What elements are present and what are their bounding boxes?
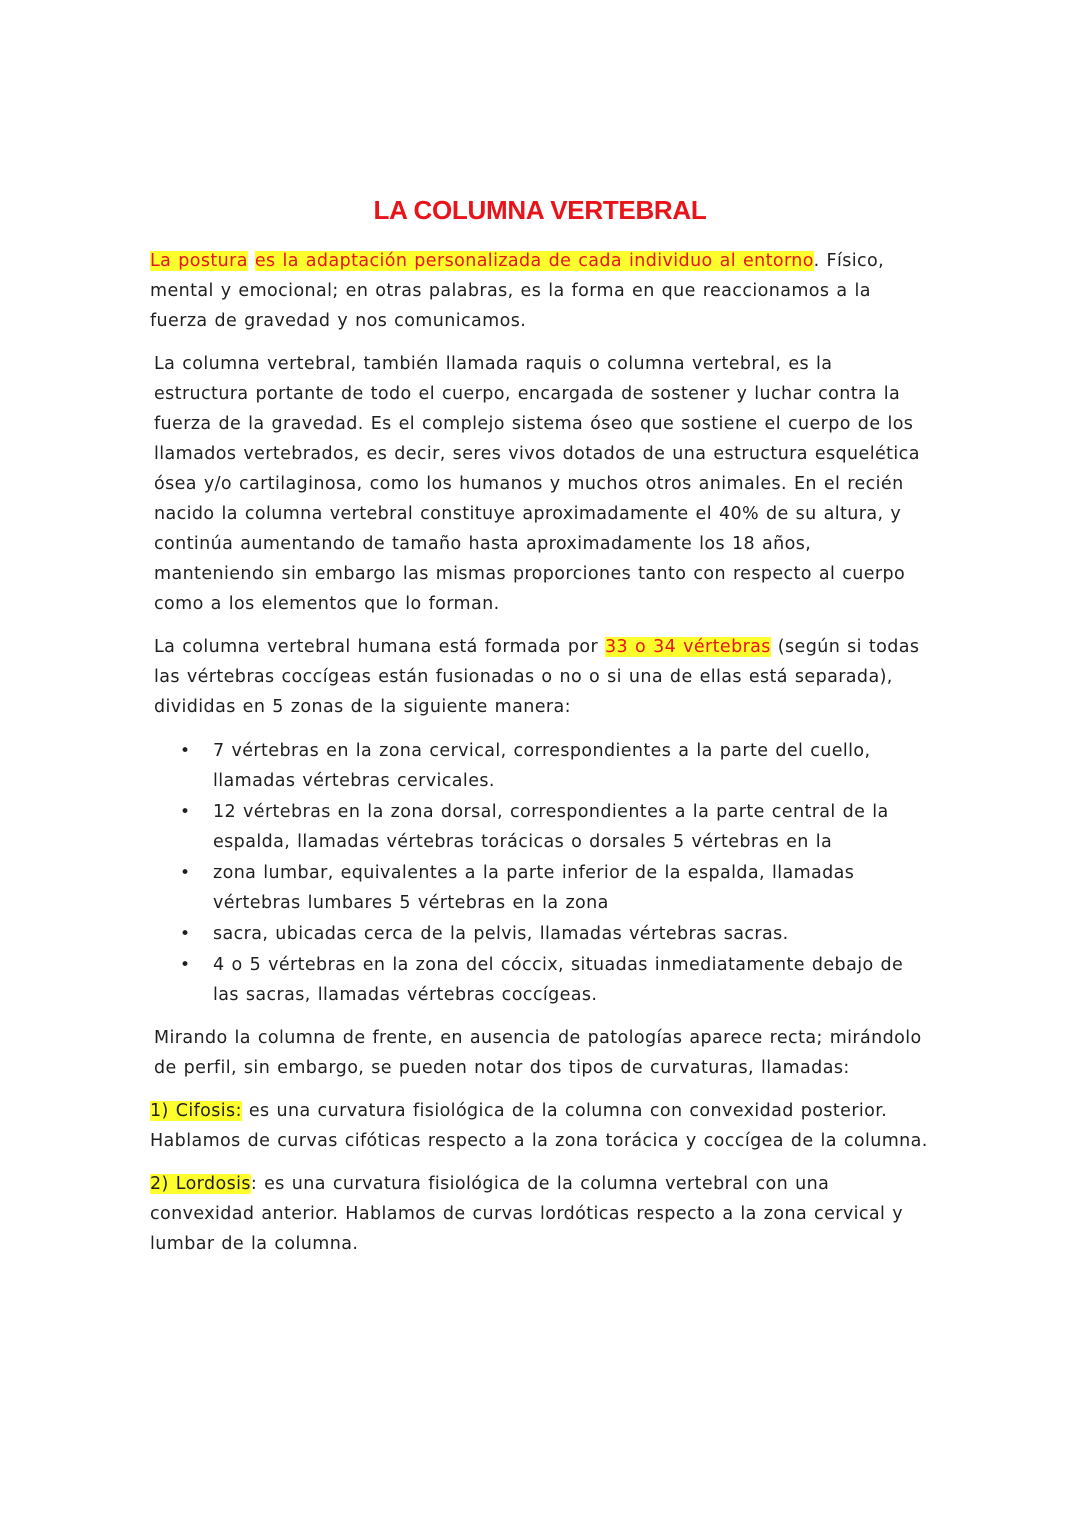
highlight-cifosis-label: 1) Cifosis: — [150, 1101, 242, 1121]
bullet-icon: • — [180, 955, 191, 975]
bullet-icon: • — [180, 924, 191, 944]
highlight-definition: es la adaptación personalizada de cada individuo al entorno — [254, 251, 814, 271]
vertebrae-zones-list — [150, 736, 930, 1010]
document-page — [150, 194, 930, 1272]
list-item — [150, 858, 930, 918]
bullet-icon: • — [180, 802, 191, 822]
list-item-text: 7 vértebras en la zona cervical, correspondientes a la parte del cuello, llamadas vértebras cervicales. — [213, 741, 871, 791]
paragraph-cifosis — [150, 1096, 930, 1156]
cifosis-text: es una curvatura fisiológica de la columna con convexidad posterior. Hablamos de curvas cifóticas respecto a la zona torácica y coccígea de la columna. — [150, 1101, 928, 1151]
intro-gap — [248, 251, 255, 271]
p3-after: (según si todas las vértebras coccígeas están fusionadas o no o si una de ellas está separada), divididas en 5 zonas de la siguiente manera: — [154, 637, 920, 717]
highlight-lordosis-label: 2) Lordosis — [150, 1174, 251, 1194]
document-title: LA COLUMNA VERTEBRAL — [373, 195, 707, 225]
p3-before: La columna vertebral humana está formada por — [154, 637, 605, 657]
list-item-text: zona lumbar, equivalentes a la parte inferior de la espalda, llamadas vértebras lumbares 5 vértebras en la zona — [213, 863, 855, 913]
intro-paragraph — [150, 246, 930, 336]
list-item-text: 12 vértebras en la zona dorsal, correspondientes a la parte central de la espalda, llamadas vértebras torácicas o dorsales 5 vértebras en la — [213, 802, 889, 852]
list-item — [150, 919, 930, 949]
list-item — [150, 950, 930, 1010]
highlight-la-postura: La postura — [150, 251, 248, 271]
list-item — [150, 736, 930, 796]
paragraph-columna-definition: La columna vertebral, también llamada raquis o columna vertebral, es la estructura portante de todo el cuerpo, encargada de sostener y luchar contra la fuerza de la gravedad. Es el complejo sistema óseo que sostiene el cuerpo de los llamados vertebrados, es decir, seres vivos dotados de una estructura esquelética ósea y/o cartilaginosa, como los humanos y muchos otros animales. En el recién nacido la columna vertebral constituye aproximadamente el 40% de su altura, y continúa aumentando de tamaño hasta aproximadamente los 18 años, manteniendo sin embargo las mismas proporciones tanto con respecto al cuerpo como a los elementos que lo forman. — [154, 354, 920, 614]
list-item-text: sacra, ubicadas cerca de la pelvis, llamadas vértebras sacras. — [213, 924, 789, 944]
highlight-vertebras-count: 33 o 34 vértebras — [605, 637, 771, 657]
paragraph-vertebras-count — [150, 632, 930, 722]
bullet-icon: • — [180, 741, 191, 761]
lordosis-text: : es una curvatura fisiológica de la columna vertebral con una convexidad anterior. Hablamos de curvas lordóticas respecto a la zona cervical y lumbar de la columna. — [150, 1174, 903, 1254]
intro-rest: . Físico, mental y emocional; en otras palabras, es la forma en que reaccionamos a la fuerza de gravedad y nos comunicamos. — [150, 251, 885, 331]
bullet-icon: • — [180, 863, 191, 883]
paragraph-curvatures: Mirando la columna de frente, en ausencia de patologías aparece recta; mirándolo de perfil, sin embargo, se pueden notar dos tipos de curvaturas, llamadas: — [154, 1028, 922, 1078]
list-item-text: 4 o 5 vértebras en la zona del cóccix, situadas inmediatamente debajo de las sacras, llamadas vértebras coccígeas. — [213, 955, 904, 1005]
paragraph-lordosis — [150, 1169, 930, 1259]
list-item — [150, 797, 930, 857]
